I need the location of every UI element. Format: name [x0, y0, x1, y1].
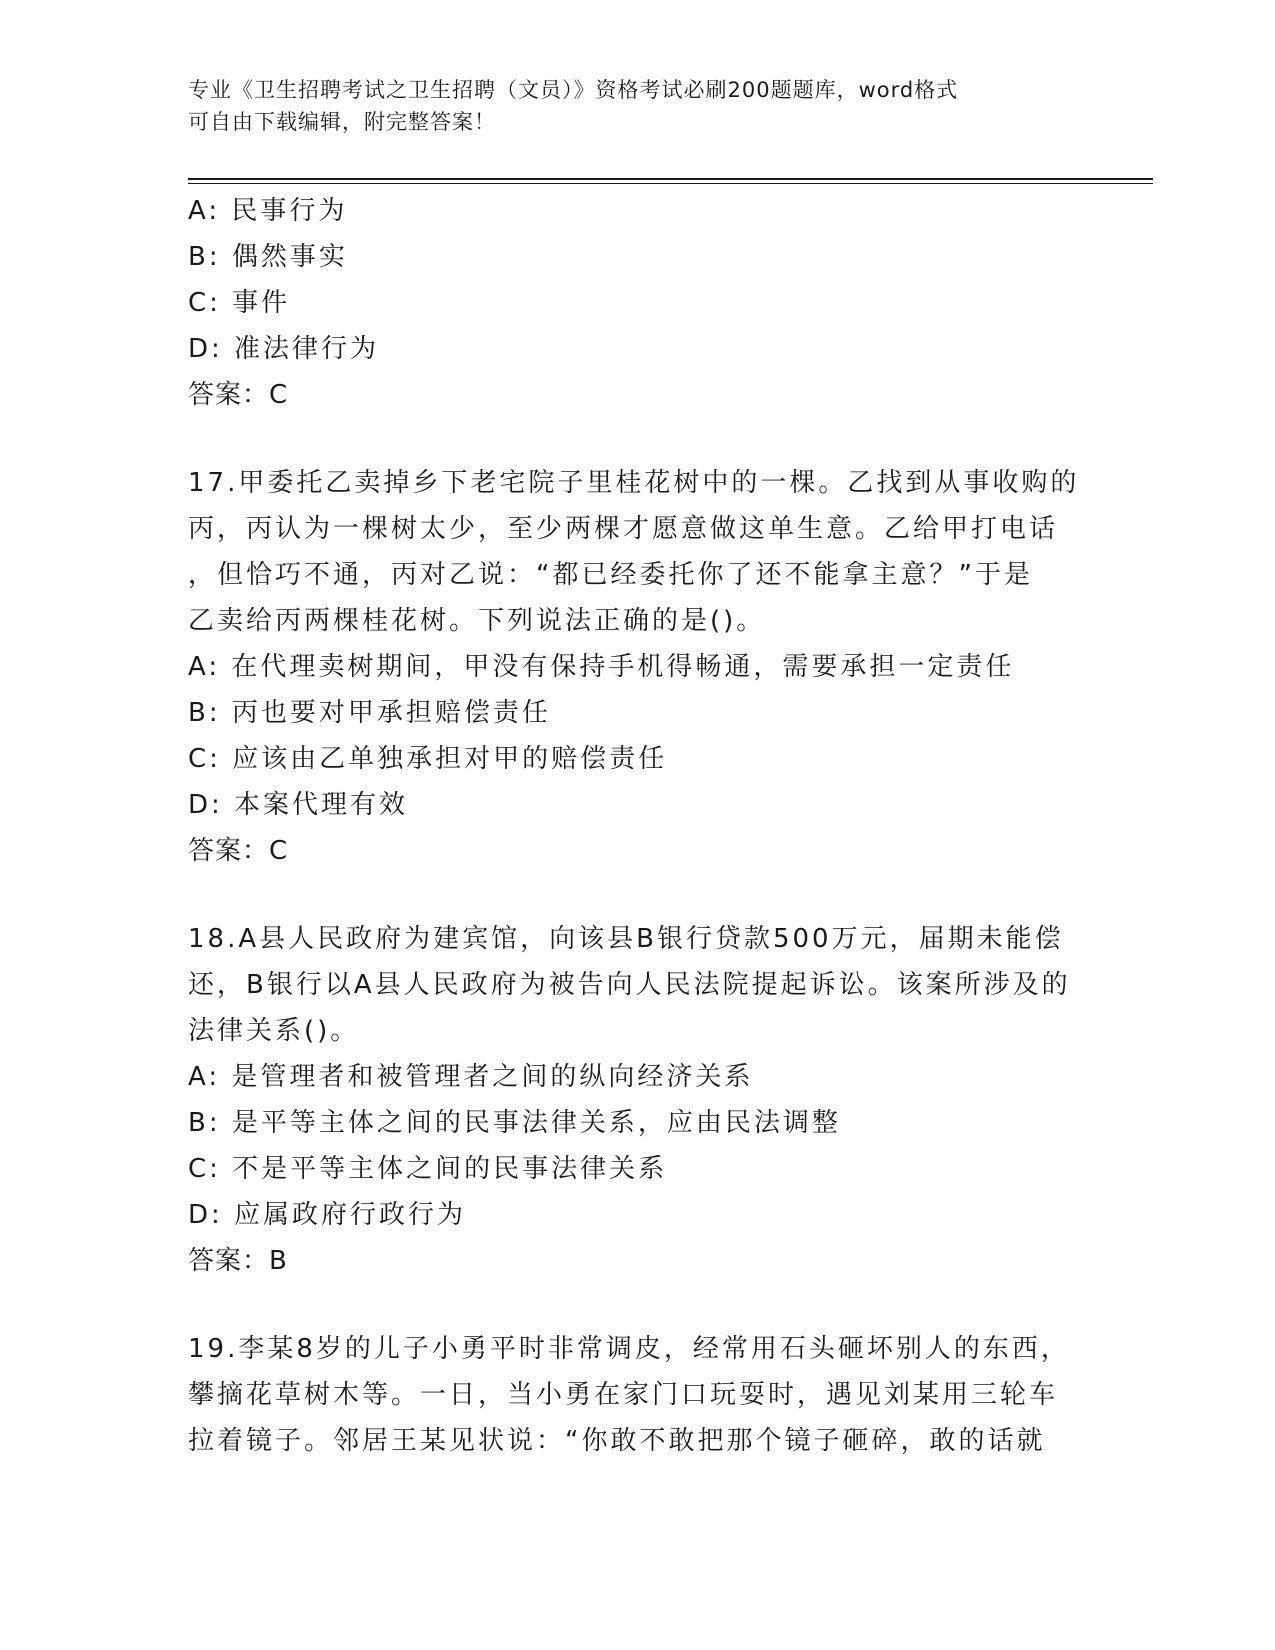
question-text-line: 乙卖给丙两棵桂花树。下列说法正确的是()。: [188, 606, 766, 636]
answer-label: 答案：: [188, 380, 270, 410]
option-a: A: 在代理卖树期间，甲没有保持手机得畅通，需要承担一定责任: [188, 652, 1015, 682]
document-header: [188, 74, 1088, 138]
question-spacer: [188, 418, 1088, 460]
option-d: D: 本案代理有效: [188, 790, 409, 820]
question-spacer: [188, 1284, 1088, 1326]
header-divider-thick: [188, 178, 1153, 180]
answer-value: C: [269, 380, 289, 410]
option-d: D: 准法律行为: [188, 334, 380, 364]
answer-label: 答案：: [188, 1246, 270, 1276]
answer-line: [188, 1238, 1088, 1284]
option-b: B: 丙也要对甲承担赔偿责任: [188, 698, 551, 728]
option-a: A: 民事行为: [188, 196, 348, 226]
answer-line: [188, 372, 1088, 418]
question-text-line: 还，B银行以A县人民政府为被告向人民法院提起诉讼。该案所涉及的: [188, 970, 1071, 1000]
option-b: B: 偶然事实: [188, 242, 348, 272]
question-text-line: 18.A县人民政府为建宾馆，向该县B银行贷款500万元，届期未能偿: [188, 924, 1064, 954]
question-text-line: 丙，丙认为一棵树太少，至少两棵才愿意做这单生意。乙给甲打电话: [188, 514, 1059, 544]
question-text-line: 19.李某8岁的儿子小勇平时非常调皮，经常用石头砸坏别人的东西，: [188, 1334, 1070, 1364]
question-content: [188, 188, 1088, 1464]
option-c: C: 不是平等主体之间的民事法律关系: [188, 1154, 668, 1184]
question-text-line: 拉着镜子。邻居王某见状说：“你敢不敢把那个镜子砸碎，敢的话就: [188, 1426, 1046, 1456]
option-d: D: 应属政府行政行为: [188, 1200, 467, 1230]
header-divider-thin: [188, 183, 1153, 184]
option-a: A: 是管理者和被管理者之间的纵向经济关系: [188, 1062, 754, 1092]
question-19: [188, 1326, 1088, 1464]
question-text-line: ，但恰巧不通，丙对乙说：“都已经委托你了还不能拿主意？”于是: [188, 560, 1033, 590]
header-title-line-1: 专业《卫生招聘考试之卫生招聘（文员）》资格考试必刷200题题库，word格式: [188, 78, 959, 102]
question-spacer: [188, 874, 1088, 916]
answer-line: [188, 828, 1088, 874]
question-16: [188, 188, 1088, 418]
question-text-line: 17.甲委托乙卖掉乡下老宅院子里桂花树中的一棵。乙找到从事收购的: [188, 468, 1080, 498]
question-18: [188, 916, 1088, 1284]
answer-value: B: [269, 1246, 288, 1276]
option-c: C: 事件: [188, 288, 291, 318]
option-c: C: 应该由乙单独承担对甲的赔偿责任: [188, 744, 668, 774]
question-17: [188, 460, 1088, 874]
header-title-line-2: 可自由下载编辑，附完整答案！: [188, 110, 496, 134]
question-text-line: 法律关系()。: [188, 1016, 360, 1046]
answer-value: C: [269, 836, 289, 866]
answer-label: 答案：: [188, 836, 270, 866]
question-text-line: 攀摘花草树木等。一日，当小勇在家门口玩耍时，遇见刘某用三轮车: [188, 1380, 1059, 1410]
option-b: B: 是平等主体之间的民事法律关系，应由民法调整: [188, 1108, 841, 1138]
